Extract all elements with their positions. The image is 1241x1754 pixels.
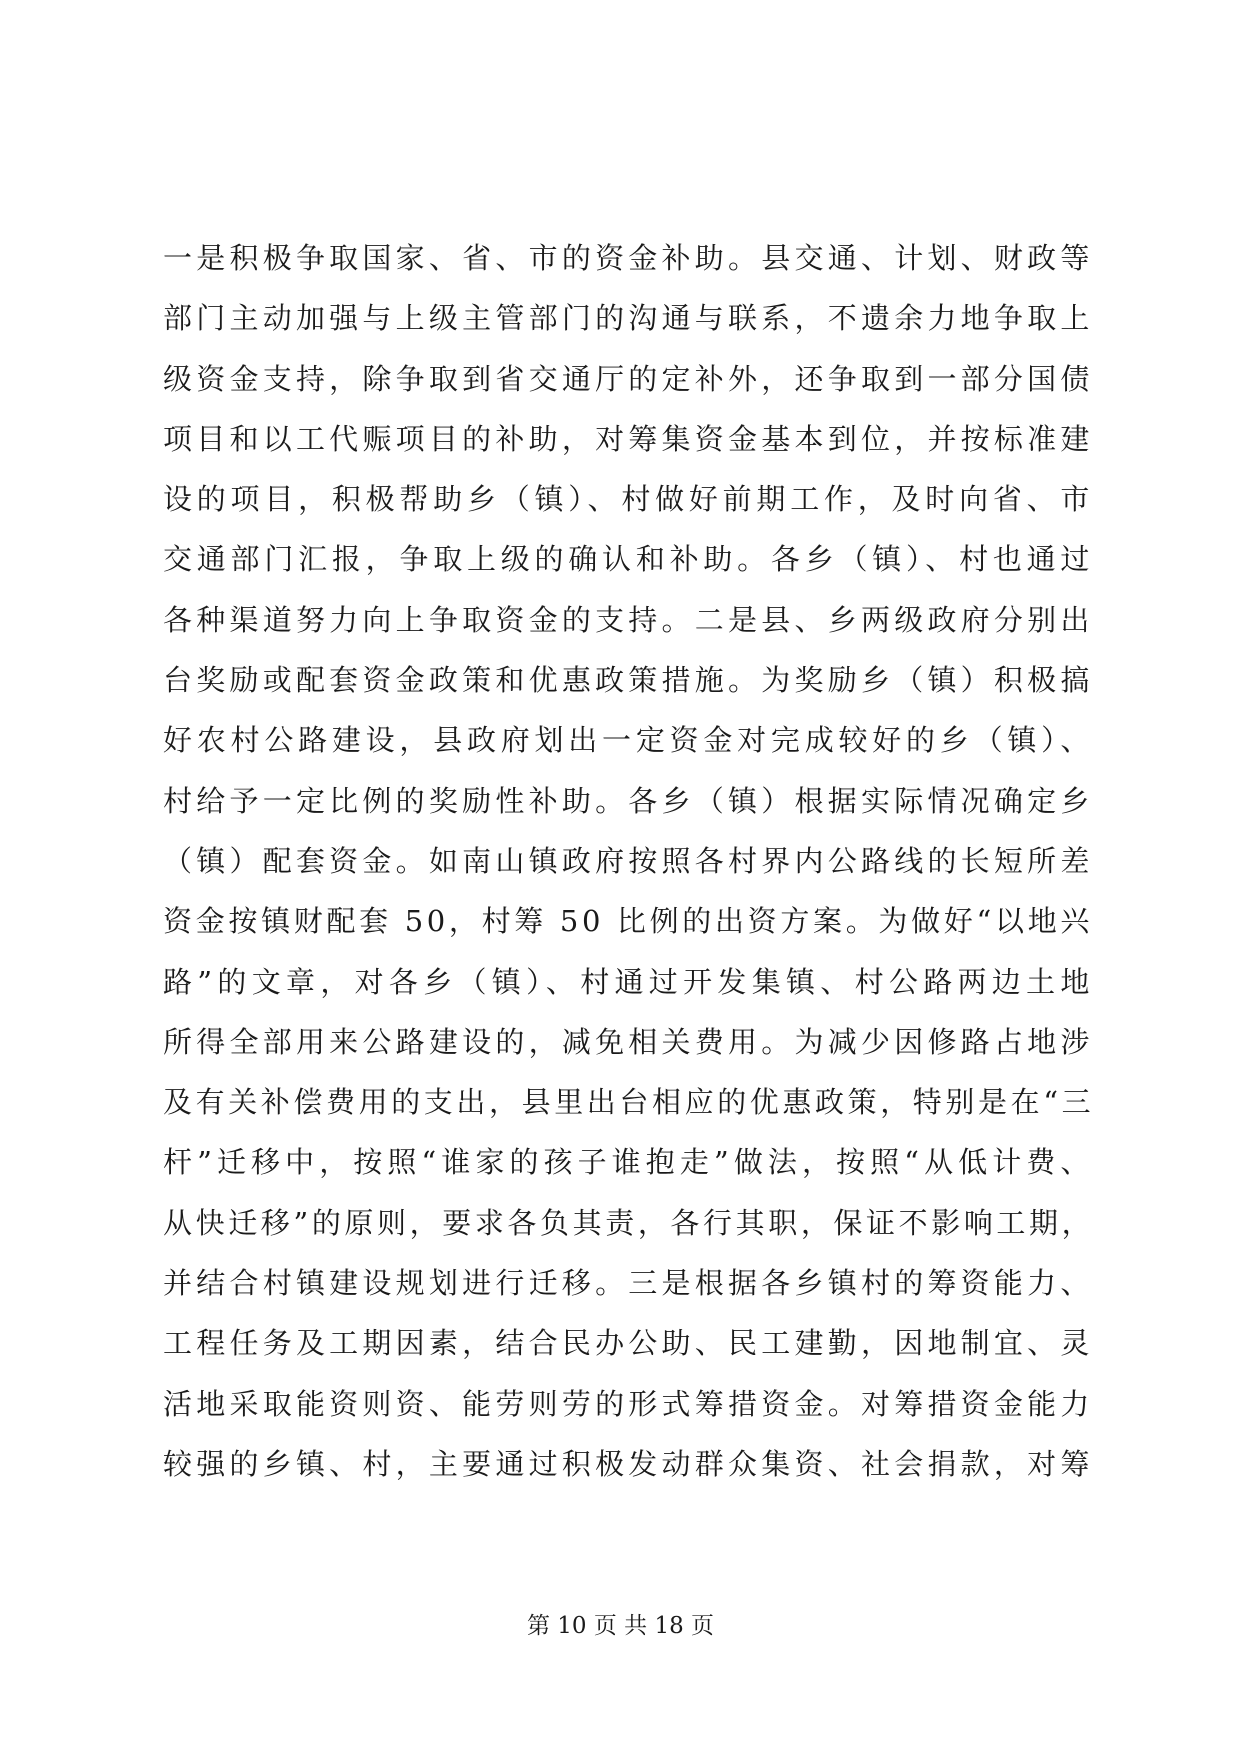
text-line: 路”的文章，对各乡（镇）、村通过开发集镇、村公路两边土地: [163, 964, 1093, 999]
text-line: 所得全部用来公路建设的，减免相关费用。为减少因修路占地涉: [163, 1024, 1093, 1059]
text-line: 交通部门汇报，争取上级的确认和补助。各乡（镇）、村也通过: [163, 542, 1093, 577]
text-line: 资金按镇财配套 50，村筹 50 比例的出资方案。为做好“以地兴: [163, 904, 1093, 939]
text-line: 各种渠道努力向上争取资金的支持。二是县、乡两级政府分别出: [163, 602, 1093, 637]
text-line: （镇）配套资金。如南山镇政府按照各村界内公路线的长短所差: [163, 843, 1093, 878]
text-line: 项目和以工代赈项目的补助，对筹集资金基本到位，并按标准建: [163, 421, 1093, 456]
text-line: 好农村公路建设，县政府划出一定资金对完成较好的乡（镇）、: [163, 723, 1093, 758]
text-line: 较强的乡镇、村，主要通过积极发动群众集资、社会捐款，对筹: [163, 1446, 1093, 1481]
text-line: 村给予一定比例的奖励性补助。各乡（镇）根据实际情况确定乡: [163, 783, 1093, 818]
text-line: 从快迁移”的原则，要求各负其责，各行其职，保证不影响工期，: [163, 1205, 1095, 1240]
text-line: 台奖励或配套资金政策和优惠政策措施。为奖励乡（镇）积极搞: [163, 663, 1093, 698]
text-line: 设的项目，积极帮助乡（镇）、村做好前期工作，及时向省、市: [163, 482, 1093, 517]
page-number-footer: 第 10 页 共 18 页: [526, 1613, 715, 1639]
text-line: 杆”迁移中，按照“谁家的孩子谁抱走”做法，按照“从低计费、: [163, 1145, 1093, 1180]
text-line: 并结合村镇建设规划进行迁移。三是根据各乡镇村的筹资能力、: [163, 1266, 1093, 1301]
text-line: 及有关补偿费用的支出，县里出台相应的优惠政策，特别是在“三: [163, 1085, 1095, 1120]
text-line: 工程任务及工期因素，结合民办公助、民工建勤，因地制宜、灵: [163, 1326, 1093, 1361]
text-line: 部门主动加强与上级主管部门的沟通与联系，不遗余力地争取上: [163, 301, 1093, 336]
text-line: 活地采取能资则资、能劳则劳的形式筹措资金。对筹措资金能力: [163, 1386, 1093, 1421]
text-line: 级资金支持，除争取到省交通厅的定补外，还争取到一部分国债: [163, 361, 1093, 396]
body-paragraph: [163, 228, 1093, 1494]
text-line: 一是积极争取国家、省、市的资金补助。县交通、计划、财政等: [163, 241, 1093, 275]
